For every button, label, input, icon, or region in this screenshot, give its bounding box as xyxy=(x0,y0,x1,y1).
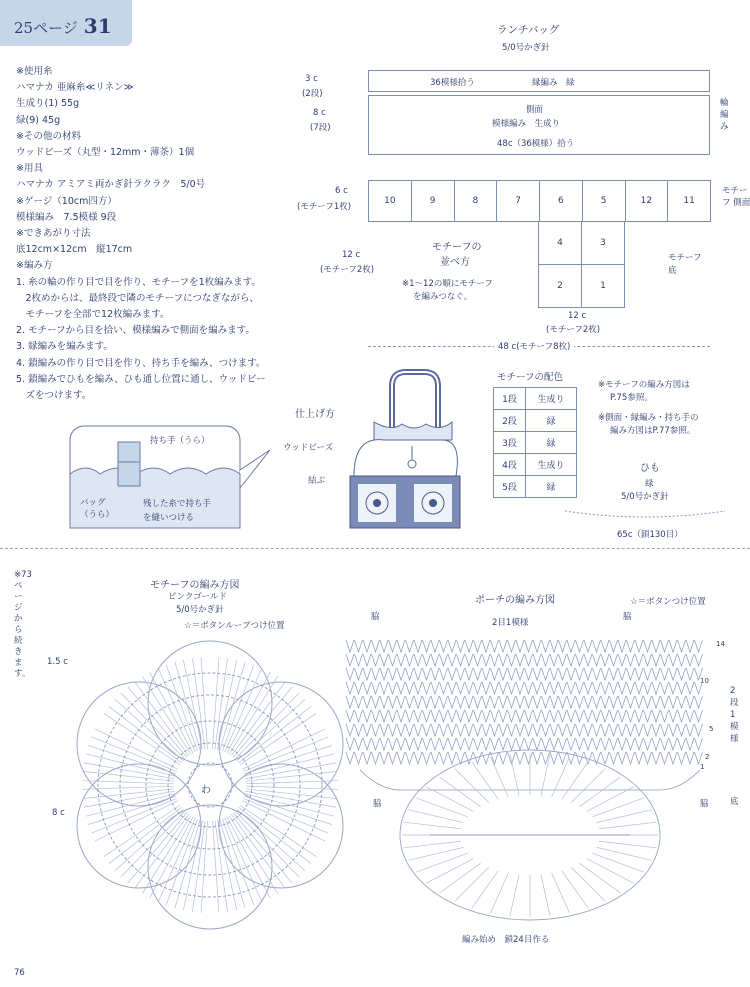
dim-12c: 12 c xyxy=(342,250,361,260)
motif-crochet-chart xyxy=(70,630,350,930)
note-1a: ※モチーフの編み方図は xyxy=(598,380,690,390)
himo-chain-icon xyxy=(560,503,730,523)
pouch-crochet-chart xyxy=(340,630,720,930)
start-label: 編み始め 鎖24目作る xyxy=(462,935,550,945)
materials-line: ※用具 xyxy=(16,163,43,175)
row-10: 10 xyxy=(700,677,709,685)
dim-48c: 48 c(モチーフ8枚) xyxy=(494,340,574,352)
dim-12c-bottom: 12 c xyxy=(568,311,587,321)
bag-back-label: バッグ（うら） xyxy=(80,498,115,520)
dim-6c-sub: (モチーフ1枚) xyxy=(297,202,352,212)
materials-line: ※編み方 xyxy=(16,260,53,272)
finish-title: 仕上げ方 xyxy=(295,409,335,420)
materials-line: 5. 鎖編みでひもを編み、ひも通し位置に通し、ウッドビー xyxy=(16,373,266,385)
dim-3c: 3 c xyxy=(305,74,318,84)
materials-line: 2枚めからは、最終段で隣のモチーフにつなぎながら、 xyxy=(16,292,259,304)
materials-line: ハマナカ 亜麻糸≪リネン≫ xyxy=(16,82,134,94)
color-row xyxy=(494,388,577,410)
motif-bottom-cell: 1 xyxy=(581,264,625,308)
lunch-bag-hook: 5/0号かぎ針 xyxy=(502,43,550,53)
materials-line: ※使用糸 xyxy=(16,66,53,77)
dim-12c-bottom-sub: (モチーフ2枚) xyxy=(546,325,601,335)
two-row-label: 2段1模様 xyxy=(730,686,739,744)
motif-chart-color: ピンクゴールド xyxy=(168,592,227,602)
motif-cell: 9 xyxy=(411,180,455,222)
section-divider xyxy=(0,548,750,549)
materials-line: 底12cm×12cm 縦17cm xyxy=(16,244,133,256)
materials-line: 生成り(1) 55g xyxy=(16,98,80,110)
materials-line: 模様編み 7.5模様 9段 xyxy=(16,211,117,223)
note-2a: ※側面・縁編み・持ち手の xyxy=(598,413,699,423)
himo-length: 65c（鎖130目） xyxy=(617,530,683,540)
motif-cell: 12 xyxy=(625,180,669,222)
materials-line: ※ゲージ（10cm四方） xyxy=(16,195,117,207)
materials-line: 4. 鎖編みの作り目で目を作り、持ち手を編み、つけます。 xyxy=(16,357,266,369)
color-row xyxy=(494,454,577,476)
materials-line: ※できあがり寸法 xyxy=(16,228,91,240)
wood-bead-label: ウッドビーズ xyxy=(283,443,334,453)
materials-list xyxy=(16,64,266,404)
button-loop-label: ☆＝ボタンループつけ位置 xyxy=(184,621,285,631)
row-number: 4段 xyxy=(494,454,526,476)
materials-line: ※その他の材料 xyxy=(16,130,81,142)
two-stitch-label: 2目1模様 xyxy=(492,618,529,628)
page-number: 76 xyxy=(14,968,25,978)
color-row xyxy=(494,476,577,498)
finished-bag-illustration xyxy=(344,366,464,536)
bottom-label: 底 xyxy=(730,797,739,807)
row-color: 緑 xyxy=(525,476,576,498)
materials-line: 2. モチーフから目を拾い、模様編みで側面を編みます。 xyxy=(16,325,255,337)
button-marker-icon: ☆ xyxy=(630,597,638,607)
materials-line: ズをつけます。 xyxy=(16,390,92,402)
color-row xyxy=(494,410,577,432)
row-14: 14 xyxy=(716,640,725,648)
materials-line: 1. 糸の輪の作り目で目を作り、モチーフを1枚編みます。 xyxy=(16,276,261,288)
row-number: 5段 xyxy=(494,476,526,498)
motif-cell: 6 xyxy=(539,180,583,222)
ring-label: 輪編み xyxy=(720,98,729,132)
dim-1-5c: 1.5 c xyxy=(47,657,68,667)
pick-48-label: 48c（36模様）拾う xyxy=(497,139,575,149)
motif-bottom-cell: 4 xyxy=(538,221,582,265)
sew-note-2: を縫いつける xyxy=(143,513,195,523)
order-note-2: を編みつなぐ。 xyxy=(413,292,473,302)
himo-hook: 5/0号かぎ針 xyxy=(621,492,669,502)
note-2b: 編み方図はP.77参照。 xyxy=(610,426,696,436)
motif-cell: 7 xyxy=(496,180,540,222)
button-position-label xyxy=(630,595,706,607)
row-5: 5 xyxy=(709,725,714,733)
materials-line: ハマナカ アミアミ両かぎ針ラクラク 5/0号 xyxy=(16,179,206,191)
dim-8c-motif: 8 c xyxy=(52,808,65,818)
side-left-label: 脇 xyxy=(371,612,380,622)
materials-line: モチーフを全部で12枚編みます。 xyxy=(16,309,170,321)
row-color: 生成り xyxy=(525,454,576,476)
row-2: 2 xyxy=(705,753,710,761)
edge-label: 縁編み 緑 xyxy=(532,78,575,88)
row-number: 3段 xyxy=(494,432,526,454)
motif-chart-title: モチーフの編み方図 xyxy=(150,580,240,591)
color-row xyxy=(494,432,577,454)
motif-bottom-cell: 3 xyxy=(581,221,625,265)
motif-bottom-cell: 2 xyxy=(538,264,582,308)
color-table xyxy=(493,387,577,498)
order-title-1: モチーフの xyxy=(432,242,482,253)
materials-line: 3. 縁編みを編みます。 xyxy=(16,341,113,353)
motif-cell: 8 xyxy=(454,180,498,222)
side-mid-right: 脇 xyxy=(700,799,709,809)
dim-6c: 6 c xyxy=(335,186,348,196)
order-title-2: 並べ方 xyxy=(440,257,470,268)
continued-note: ※73ページから続きます。 xyxy=(14,570,32,679)
motif-cell: 11 xyxy=(667,180,711,222)
lunch-bag-title: ランチバッグ xyxy=(497,24,560,36)
side-label: 側面 xyxy=(526,105,544,115)
motif-cell: 10 xyxy=(368,180,412,222)
dim-3c-sub: (2段) xyxy=(302,89,323,99)
pattern-label: 模様編み 生成り xyxy=(492,119,561,129)
dim-8c: 8 c xyxy=(313,108,326,118)
motif-cell: 5 xyxy=(582,180,626,222)
handle-back-label: 持ち手（うら） xyxy=(150,436,210,446)
materials-line: 緑(9) 45g xyxy=(16,114,61,126)
motif-bottom-label: モチーフ 底 xyxy=(668,253,702,276)
row-1: 1 xyxy=(700,763,705,771)
pick-36-label: 36模様拾う xyxy=(430,78,475,88)
motif-center-label: わ xyxy=(201,785,211,796)
side-right-label: 脇 xyxy=(623,612,632,622)
note-1b: P.75参照。 xyxy=(610,393,653,403)
himo-color: 緑 xyxy=(645,479,654,489)
dim-12c-sub: (モチーフ2枚) xyxy=(320,265,375,275)
pouch-chart-title: ポーチの編み方図 xyxy=(475,595,555,606)
row-number: 1段 xyxy=(494,388,526,410)
himo-title: ひも xyxy=(640,463,660,474)
page-number-header: 31 xyxy=(83,14,112,38)
dim-8c-sub: (7段) xyxy=(310,123,331,133)
side-mid-left: 脇 xyxy=(373,799,382,809)
row-color: 生成り xyxy=(525,388,576,410)
order-note-1: ※1〜12の順にモチーフ xyxy=(402,279,493,289)
sew-note-1: 残した糸で持ち手 xyxy=(143,499,212,509)
tie-label: 結ぶ xyxy=(308,476,326,486)
materials-line: ウッドビーズ（丸型・12mm・薄茶）1個 xyxy=(16,147,195,159)
row-number: 2段 xyxy=(494,410,526,432)
motif-chart-hook: 5/0号かぎ針 xyxy=(176,605,224,615)
motif-side-label: モチーフ 側面 xyxy=(722,186,750,208)
button-position-text: ＝ボタンつけ位置 xyxy=(637,597,706,607)
page-header xyxy=(14,14,112,38)
row-color: 緑 xyxy=(525,410,576,432)
color-table-title: モチーフの配色 xyxy=(497,372,564,383)
page-prefix: 25ページ xyxy=(14,19,78,37)
row-color: 緑 xyxy=(525,432,576,454)
